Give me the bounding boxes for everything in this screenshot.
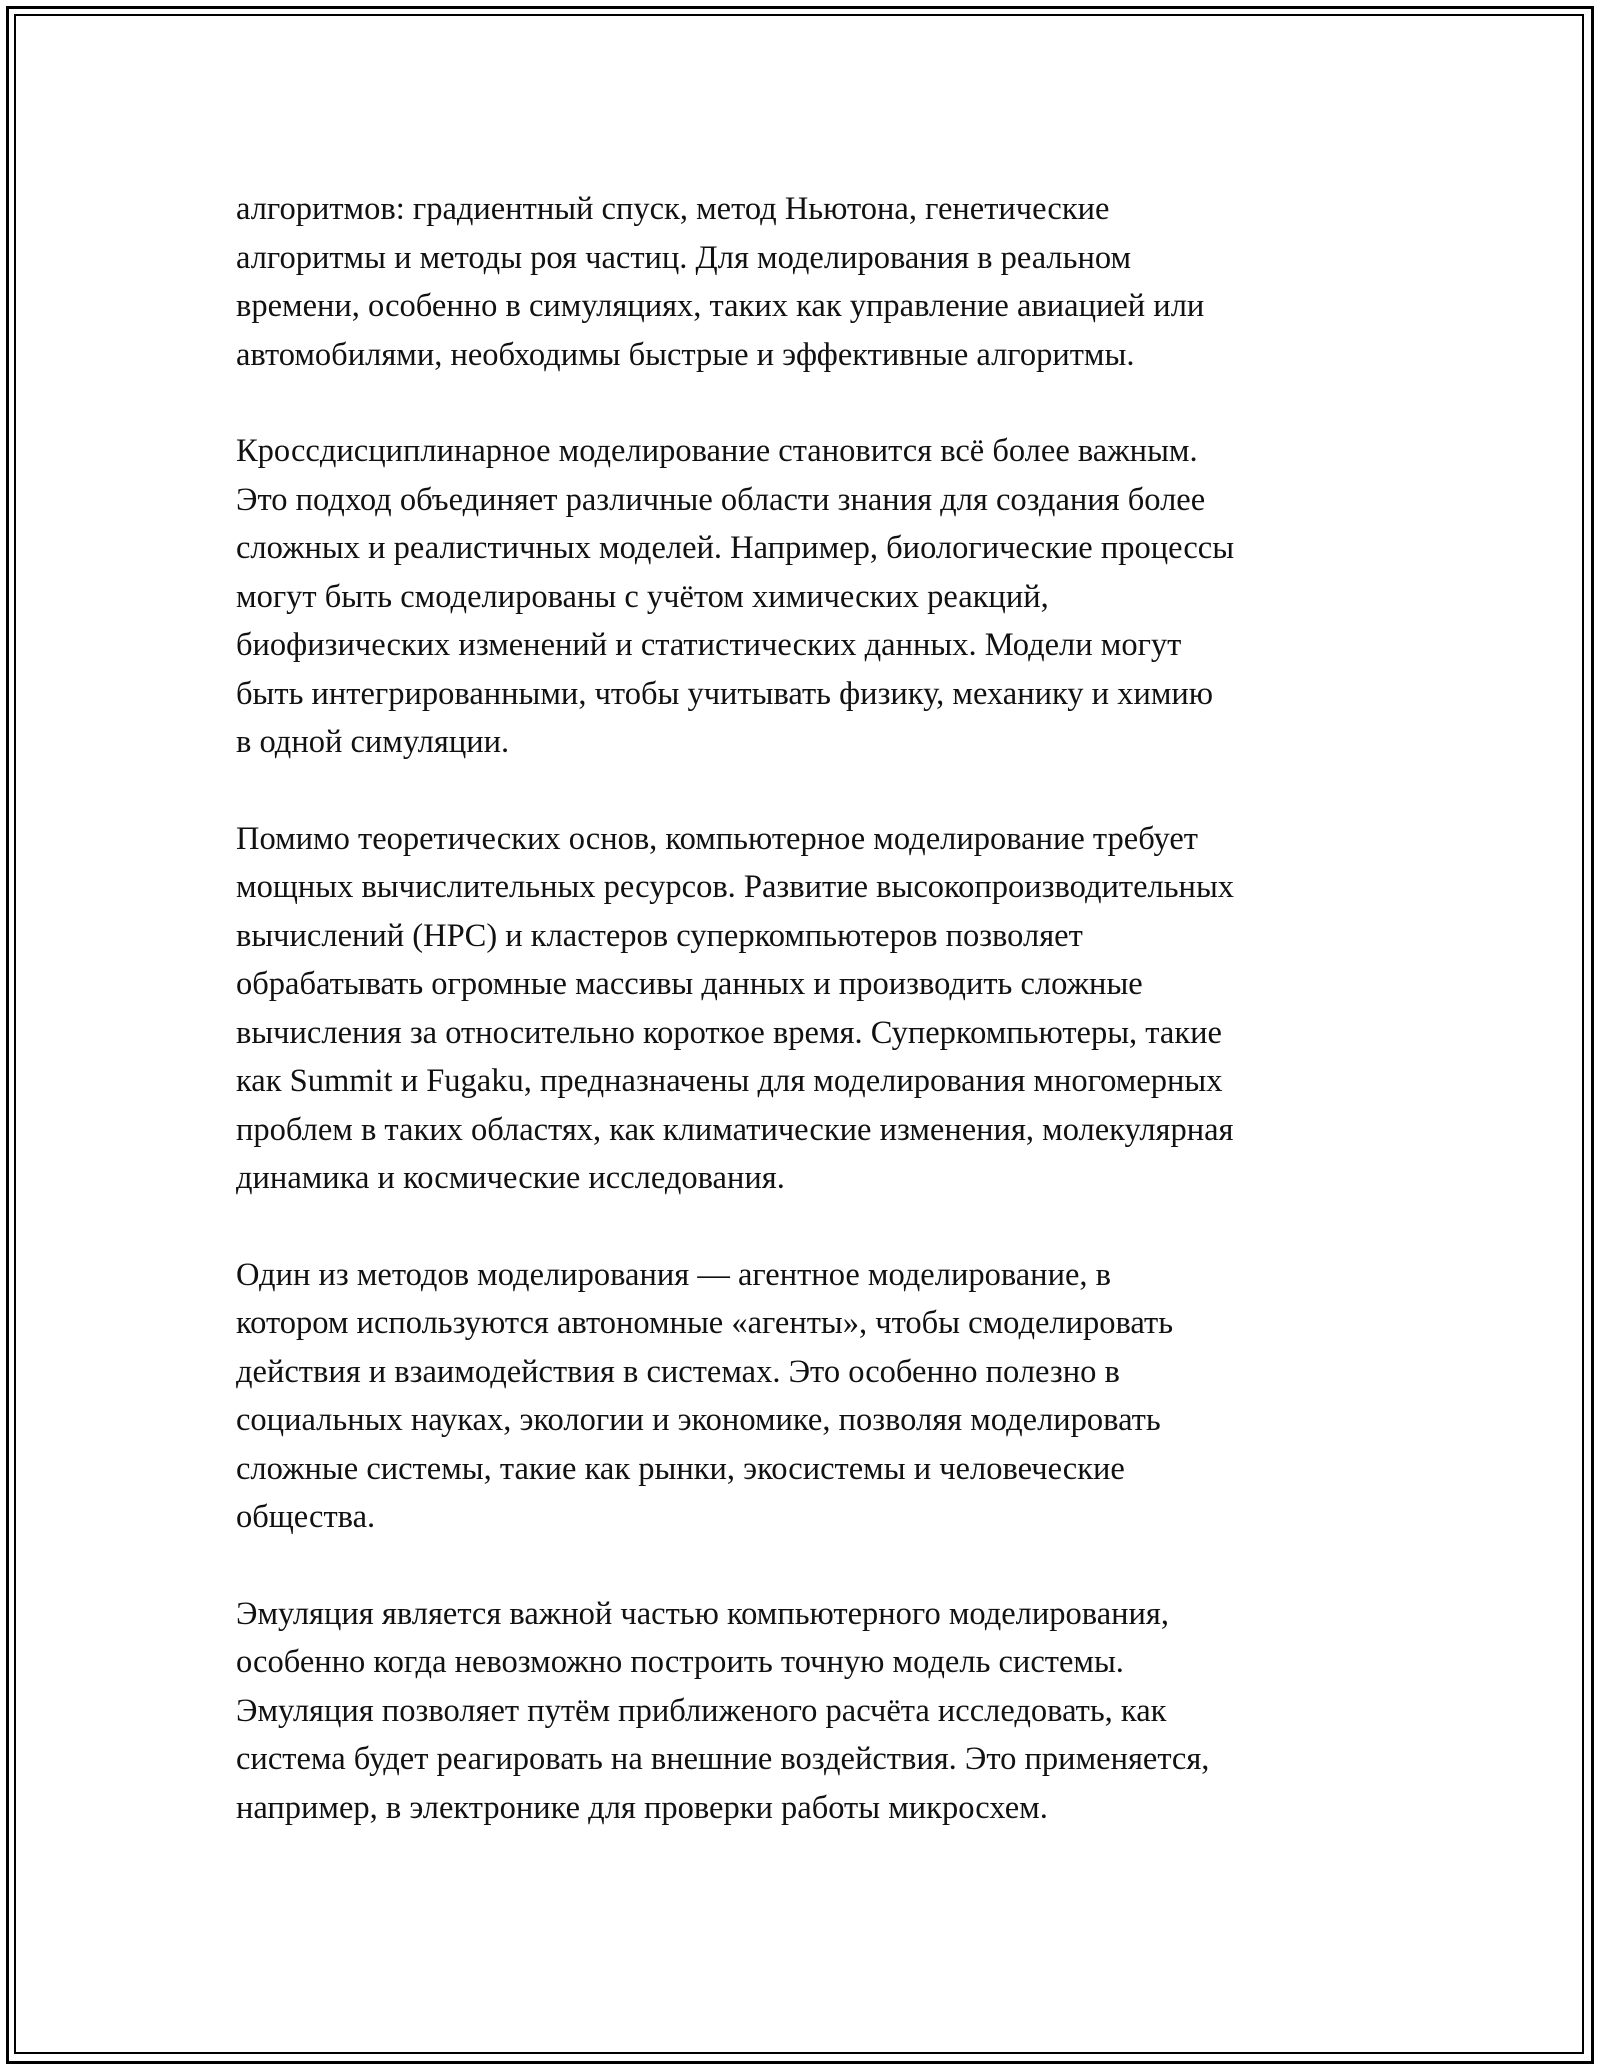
- paragraph-crossdisciplinary: [236, 427, 1376, 767]
- text-line: Помимо теоретических основ, компьютерное моделирование требует: [236, 820, 1198, 857]
- text-line: социальных науках, экологии и экономике, позволяя моделировать: [236, 1402, 1161, 1438]
- document-body: [236, 185, 1376, 1880]
- text-line: Это подход объединяет различные области знания для создания более: [236, 481, 1206, 518]
- text-line: Эмуляция является важной частью компьютерного моделирования,: [236, 1595, 1169, 1632]
- text-line: времени, особенно в симуляциях, таких как управление авиацией или: [236, 288, 1205, 324]
- paragraph-computing-resources: [236, 815, 1376, 1203]
- text-line: например, в электронике для проверки работы микросхем.: [236, 1789, 1048, 1826]
- text-line: быть интегрированными, чтобы учитывать физику, механику и химию: [236, 675, 1214, 712]
- text-line: алгоритмы и методы роя частиц. Для моделирования в реальном: [236, 239, 1132, 276]
- paragraph-emulation: [236, 1590, 1376, 1833]
- text-line: действия и взаимодействия в системах. Это особенно полезно в: [236, 1353, 1120, 1390]
- text-line: Эмуляция позволяет путём приближеного расчёта исследовать, как: [236, 1692, 1167, 1729]
- text-line: автомобилями, необходимы быстрые и эффективные алгоритмы.: [236, 336, 1135, 373]
- text-line: как Summit и Fugaku, предназначены для моделирования многомерных: [236, 1063, 1223, 1099]
- text-line: общества.: [236, 1499, 376, 1535]
- text-line: могут быть смоделированы с учётом химических реакций,: [236, 578, 1049, 615]
- text-line: биофизических изменений и статистических данных. Модели могут: [236, 627, 1182, 663]
- text-line: вычислений (HPC) и кластеров суперкомпьютеров позволяет: [236, 917, 1083, 954]
- text-line: обрабатывать огромные массивы данных и производить сложные: [236, 966, 1143, 1002]
- text-line: динамика и космические исследования.: [236, 1160, 785, 1196]
- text-line: мощных вычислительных ресурсов. Развитие высокопроизводительных: [236, 869, 1235, 905]
- text-line: сложные системы, такие как рынки, экосистемы и человеческие: [236, 1450, 1125, 1487]
- text-line: система будет реагировать на внешние воздействия. Это применяется,: [236, 1741, 1210, 1777]
- text-line: проблем в таких областях, как климатические изменения, молекулярная: [236, 1111, 1234, 1148]
- text-line: котором используются автономные «агенты», чтобы смоделировать: [236, 1305, 1174, 1341]
- text-line: вычисления за относительно короткое время. Суперкомпьютеры, такие: [236, 1014, 1222, 1051]
- text-line: особенно когда невозможно построить точную модель системы.: [236, 1644, 1124, 1680]
- text-line: сложных и реалистичных моделей. Например, биологические процессы: [236, 530, 1235, 566]
- text-line: Кроссдисциплинарное моделирование становится всё более важным.: [236, 433, 1198, 469]
- paragraph-agent-modeling: [236, 1251, 1376, 1542]
- paragraph-algorithms: [236, 185, 1376, 379]
- text-line: алгоритмов: градиентный спуск, метод Ньютона, генетические: [236, 191, 1110, 227]
- text-line: Один из методов моделирования — агентное моделирование, в: [236, 1256, 1111, 1293]
- text-line: в одной симуляции.: [236, 724, 510, 760]
